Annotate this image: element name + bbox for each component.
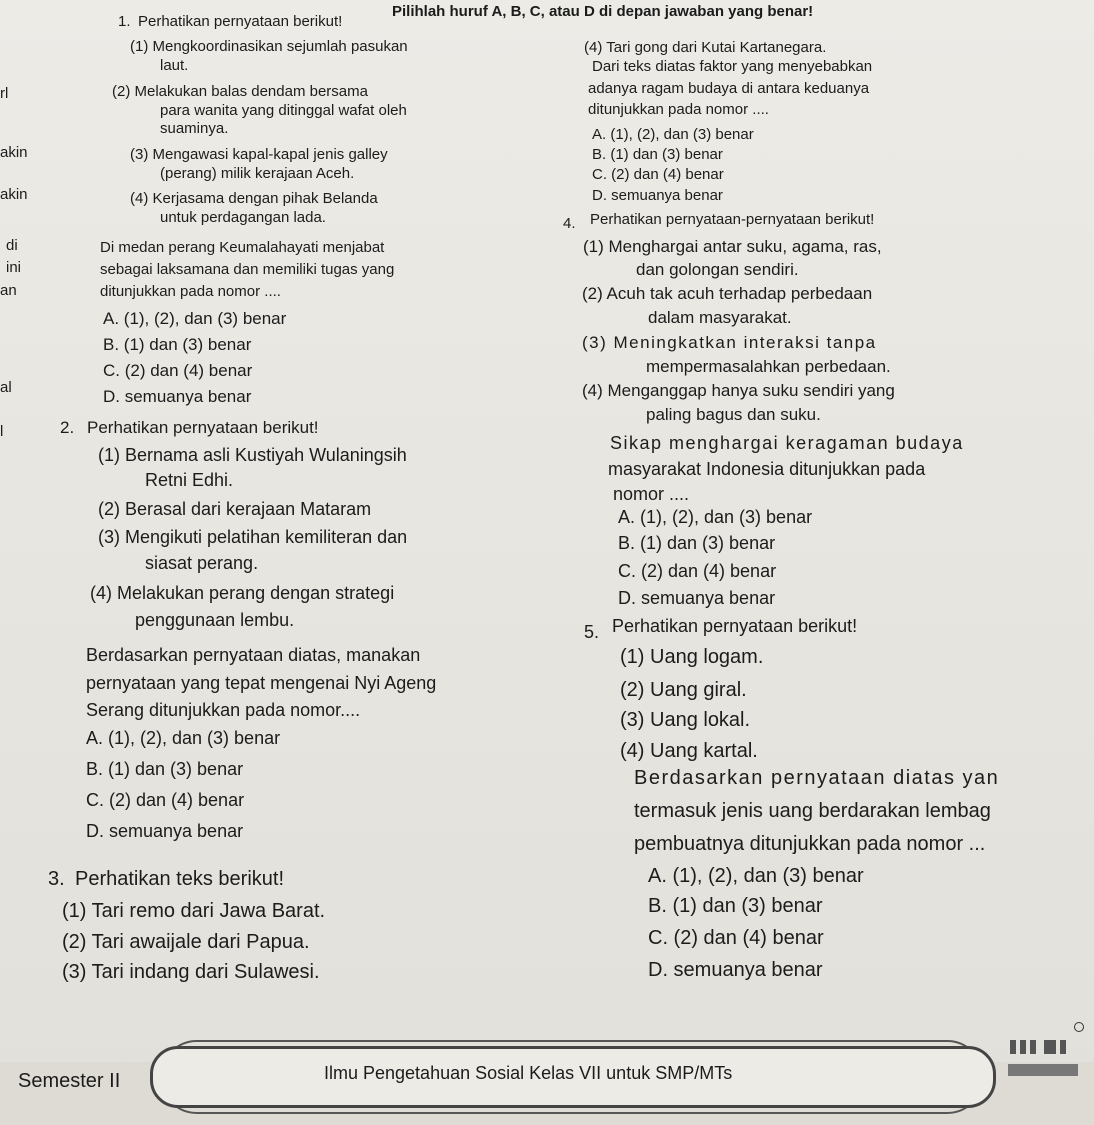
statement: (1) Uang logam. <box>620 646 764 668</box>
statement: (4) Tari gong dari Kutai Kartanegara. <box>584 39 827 56</box>
page-tab-mark <box>1010 1040 1016 1054</box>
answer-option-c[interactable]: C. (2) dan (4) benar <box>592 166 724 183</box>
footer-semester: Semester II <box>18 1070 121 1092</box>
question-text: masyarakat Indonesia ditunjukkan pada <box>608 459 926 479</box>
margin-fragment: ini <box>6 259 22 276</box>
statement: (2) Tari awaijale dari Papua. <box>62 931 310 953</box>
question-number: 4. <box>563 215 576 232</box>
answer-option-a[interactable]: A. (1), (2), dan (3) benar <box>103 309 287 328</box>
question-stem: Perhatikan pernyataan berikut! <box>612 616 858 636</box>
margin-fragment: di <box>6 237 18 254</box>
statement: (3) Mengawasi kapal-kapal jenis galley <box>130 146 388 163</box>
statement: Retni Edhi. <box>145 470 234 490</box>
statement: (3) Uang lokal. <box>620 709 751 731</box>
statement: dalam masyarakat. <box>648 308 792 327</box>
statement: (1) Tari remo dari Jawa Barat. <box>62 900 326 922</box>
question-text: Berdasarkan pernyataan diatas yan <box>634 767 1000 789</box>
answer-option-b[interactable]: B. (1) dan (3) benar <box>648 895 823 917</box>
circle-mark-icon <box>1074 1022 1084 1032</box>
question-text: Dari teks diatas faktor yang menyebabkan <box>592 58 873 75</box>
statement: (3) Meningkatkan interaksi tanpa <box>582 333 877 352</box>
question-text: termasuk jenis uang berdarakan lembag <box>634 800 991 822</box>
statement: (3) Tari indang dari Sulawesi. <box>62 961 320 983</box>
statement: (2) Melakukan balas dendam bersama <box>112 83 368 100</box>
answer-option-c[interactable]: C. (2) dan (4) benar <box>648 927 824 949</box>
question-text: sebagai laksamana dan memiliki tugas yang <box>100 261 395 278</box>
instruction-header: Pilihlah huruf A, B, C, atau D di depan jawaban yang benar! <box>392 3 814 20</box>
answer-option-b[interactable]: B. (1) dan (3) benar <box>592 146 723 163</box>
question-stem: Perhatikan teks berikut! <box>75 868 284 890</box>
statement: (4) Kerjasama dengan pihak Belanda <box>130 190 378 207</box>
statement: dan golongan sendiri. <box>636 260 799 279</box>
margin-fragment: l <box>0 423 4 440</box>
page-tab-bar <box>1008 1064 1078 1076</box>
margin-fragment: rl <box>0 85 9 102</box>
statement: (3) Mengikuti pelatihan kemiliteran dan <box>98 527 408 547</box>
answer-option-d[interactable]: D. semuanya benar <box>618 588 776 608</box>
statement: paling bagus dan suku. <box>646 405 821 424</box>
question-text: Berdasarkan pernyataan diatas, manakan <box>86 645 421 665</box>
question-text: Di medan perang Keumalahayati menjabat <box>100 239 385 256</box>
statement: (2) Berasal dari kerajaan Mataram <box>98 499 372 519</box>
question-text: adanya ragam budaya di antara keduanya <box>588 80 870 97</box>
answer-option-b[interactable]: B. (1) dan (3) benar <box>103 335 252 354</box>
statement: (1) Menghargai antar suku, agama, ras, <box>583 237 882 256</box>
page-tab-mark <box>1044 1040 1056 1054</box>
statement: (1) Bernama asli Kustiyah Wulaningsih <box>98 445 407 465</box>
answer-option-a[interactable]: A. (1), (2), dan (3) benar <box>592 126 754 143</box>
answer-option-d[interactable]: D. semuanya benar <box>86 821 244 841</box>
answer-option-b[interactable]: B. (1) dan (3) benar <box>618 533 776 553</box>
statement: (4) Melakukan perang dengan strategi <box>90 583 395 603</box>
question-number: 5. <box>584 622 600 642</box>
answer-option-a[interactable]: A. (1), (2), dan (3) benar <box>86 728 281 748</box>
margin-fragment: al <box>0 379 12 396</box>
statement: (2) Acuh tak acuh terhadap perbedaan <box>582 284 873 303</box>
statement: untuk perdagangan lada. <box>160 209 326 226</box>
question-text: ditunjukkan pada nomor .... <box>588 101 769 118</box>
question-text: nomor .... <box>613 484 690 504</box>
question-number: 1. <box>118 13 131 30</box>
page-tab-mark <box>1030 1040 1036 1054</box>
statement: mempermasalahkan perbedaan. <box>646 357 891 376</box>
answer-option-c[interactable]: C. (2) dan (4) benar <box>86 790 245 810</box>
statement: para wanita yang ditinggal wafat oleh <box>160 102 407 119</box>
margin-fragment: akin <box>0 144 28 161</box>
footer-book-title: Ilmu Pengetahuan Sosial Kelas VII untuk SMP/MTs <box>324 1063 733 1083</box>
page-tab-mark <box>1020 1040 1026 1054</box>
answer-option-d[interactable]: D. semuanya benar <box>592 187 723 204</box>
question-text: Sikap menghargai keragaman budaya <box>610 433 964 453</box>
answer-option-a[interactable]: A. (1), (2), dan (3) benar <box>648 865 864 887</box>
margin-fragment: akin <box>0 186 28 203</box>
page-tab-mark <box>1060 1040 1066 1054</box>
question-text: Serang ditunjukkan pada nomor.... <box>86 700 361 720</box>
answer-option-d[interactable]: D. semuanya benar <box>103 387 252 406</box>
question-text: pernyataan yang tepat mengenai Nyi Ageng <box>86 673 437 693</box>
answer-option-d[interactable]: D. semuanya benar <box>648 959 823 981</box>
statement: (4) Menganggap hanya suku sendiri yang <box>582 381 895 400</box>
question-stem: Perhatikan pernyataan berikut! <box>138 13 343 30</box>
answer-option-b[interactable]: B. (1) dan (3) benar <box>86 759 244 779</box>
answer-option-c[interactable]: C. (2) dan (4) benar <box>103 361 253 380</box>
margin-fragment: an <box>0 282 17 299</box>
statement: (4) Uang kartal. <box>620 740 758 762</box>
statement: suaminya. <box>160 120 229 137</box>
statement: (1) Mengkoordinasikan sejumlah pasukan <box>130 38 408 55</box>
question-text: pembuatnya ditunjukkan pada nomor ... <box>634 833 986 855</box>
question-stem: Perhatikan pernyataan berikut! <box>87 418 319 437</box>
statement: penggunaan lembu. <box>135 610 295 630</box>
question-number: 2. <box>60 418 75 437</box>
statement: siasat perang. <box>145 553 259 573</box>
question-number: 3. <box>48 868 65 890</box>
question-text: ditunjukkan pada nomor .... <box>100 283 281 300</box>
answer-option-a[interactable]: A. (1), (2), dan (3) benar <box>618 507 813 527</box>
statement: (perang) milik kerajaan Aceh. <box>160 165 355 182</box>
statement: (2) Uang giral. <box>620 679 747 701</box>
statement: laut. <box>160 57 189 74</box>
answer-option-c[interactable]: C. (2) dan (4) benar <box>618 561 777 581</box>
question-stem: Perhatikan pernyataan-pernyataan berikut! <box>590 211 875 228</box>
